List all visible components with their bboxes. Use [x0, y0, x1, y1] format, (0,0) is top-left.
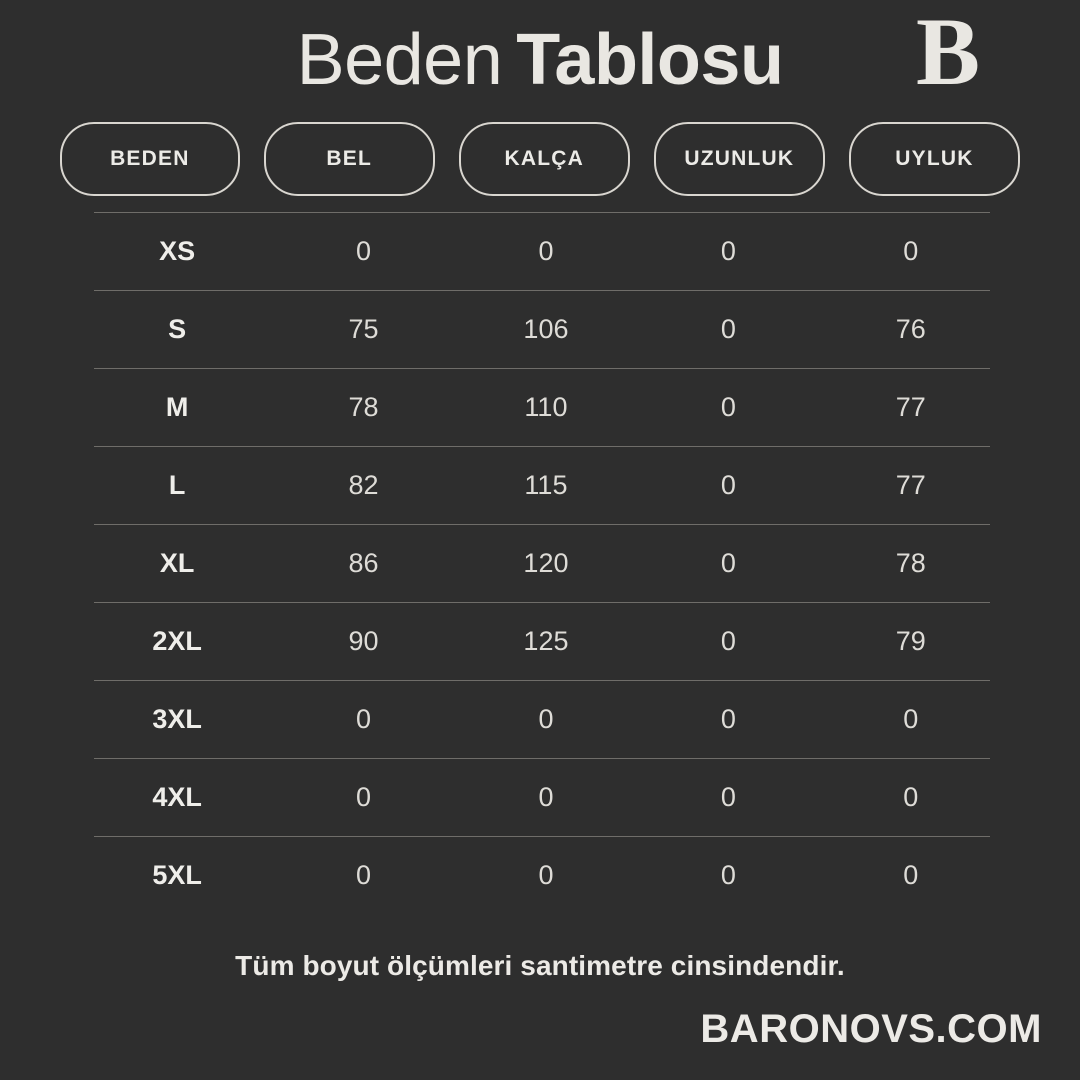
size-table: [32, 212, 1048, 914]
table-row: [94, 446, 990, 524]
table-row: [94, 680, 990, 758]
page-header: [32, 0, 1048, 116]
cell-uzunluk: 0: [720, 548, 736, 578]
cell-bel: 0: [356, 236, 372, 266]
cell-uyluk: 78: [895, 548, 926, 578]
cell-bel: 90: [348, 626, 379, 656]
cell-uzunluk: 0: [720, 314, 736, 344]
cell-kalca: 110: [524, 392, 568, 422]
cell-uzunluk: 0: [720, 860, 736, 890]
cell-kalca: 106: [523, 314, 569, 344]
table-row: [94, 602, 990, 680]
cell-kalca: 0: [538, 236, 554, 266]
cell-kalca: 115: [524, 470, 568, 500]
table-row: [94, 524, 990, 602]
column-header-bel: BEL: [264, 122, 435, 196]
cell-uyluk: 0: [903, 704, 919, 734]
table-row: [94, 212, 990, 290]
cell-uzunluk: 0: [720, 470, 736, 500]
cell-bel: 86: [348, 548, 379, 578]
cell-uzunluk: 0: [720, 236, 736, 266]
cell-size: XS: [159, 236, 196, 266]
cell-uzunluk: 0: [720, 704, 736, 734]
website-label: BARONOVS.COM: [700, 1007, 1042, 1051]
cell-kalca: 0: [538, 704, 554, 734]
cell-uyluk: 79: [895, 626, 926, 656]
cell-uzunluk: 0: [720, 626, 736, 656]
cell-bel: 82: [348, 470, 379, 500]
cell-size: M: [165, 392, 189, 422]
cell-bel: 0: [356, 782, 372, 812]
page-title-light: Beden: [296, 20, 503, 100]
column-header-kalca: KALÇA: [459, 122, 630, 196]
cell-kalca: 0: [538, 782, 554, 812]
cell-size: 2XL: [152, 626, 202, 656]
table-row: [94, 836, 990, 914]
table-row: [94, 290, 990, 368]
cell-size: XL: [159, 548, 195, 578]
cell-bel: 0: [356, 704, 372, 734]
cell-size: 5XL: [152, 860, 202, 890]
cell-size: S: [168, 314, 187, 344]
cell-bel: 0: [356, 860, 372, 890]
cell-uyluk: 0: [903, 236, 919, 266]
cell-uyluk: 77: [895, 392, 926, 422]
column-header-uyluk: UYLUK: [849, 122, 1020, 196]
cell-uzunluk: 0: [720, 782, 736, 812]
page-title-bold: Tablosu: [516, 20, 784, 100]
table-column-headers: [32, 122, 1048, 196]
cell-uyluk: 76: [895, 314, 926, 344]
cell-kalca: 120: [523, 548, 569, 578]
table-row: [94, 368, 990, 446]
measurement-note: Tüm boyut ölçümleri santimetre cinsindendir.: [235, 950, 845, 981]
cell-bel: 75: [348, 314, 379, 344]
column-header-beden: BEDEN: [60, 122, 240, 196]
page-title: [296, 20, 784, 100]
table-row: [94, 758, 990, 836]
cell-kalca: 125: [523, 626, 569, 656]
cell-size: L: [168, 470, 186, 500]
cell-bel: 78: [348, 392, 379, 422]
cell-uzunluk: 0: [720, 392, 736, 422]
cell-size: 4XL: [152, 782, 202, 812]
column-header-uzunluk: UZUNLUK: [654, 122, 825, 196]
cell-size: 3XL: [152, 704, 202, 734]
cell-uyluk: 0: [903, 782, 919, 812]
cell-uyluk: 77: [895, 470, 926, 500]
cell-kalca: 0: [538, 860, 554, 890]
cell-uyluk: 0: [903, 860, 919, 890]
brand-logo-icon: B: [915, 0, 980, 105]
